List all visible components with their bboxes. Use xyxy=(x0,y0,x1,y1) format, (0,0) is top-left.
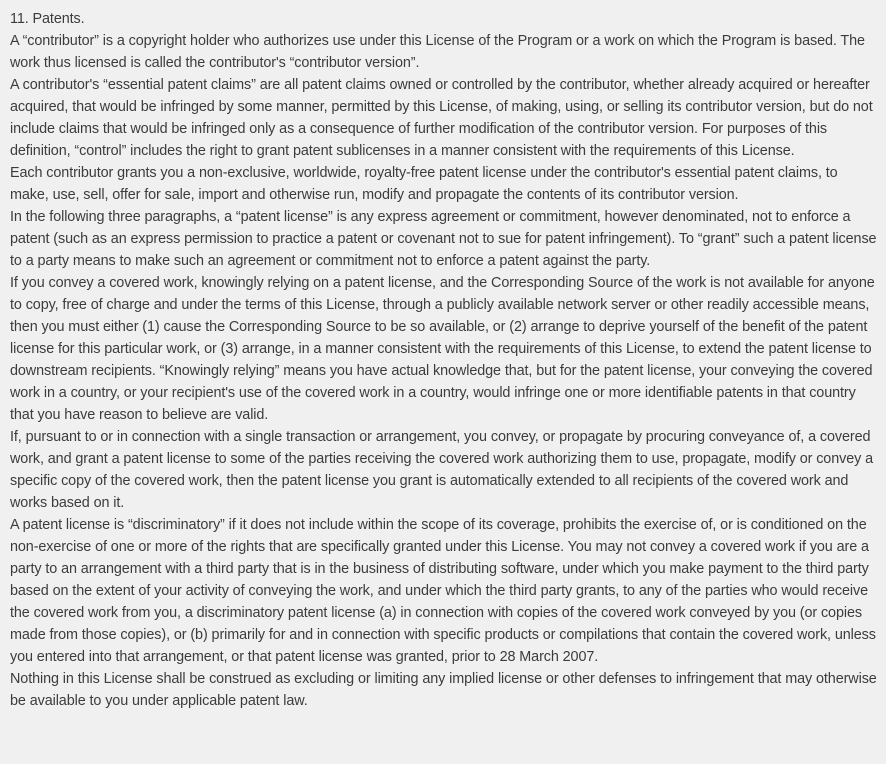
paragraph-patent-grant: Each contributor grants you a non-exclusive, worldwide, royalty-free patent license under the contributor's essential patent claims, to make, use, sell, offer for sale, import and otherwise run, modify and propagate the contents of its contributor version. xyxy=(10,165,838,203)
paragraph-knowingly-relying: If you convey a covered work, knowingly relying on a patent license, and the Corresponding Source of the work is not available for anyone to copy, free of charge and under the terms of this License, through a publicly available network server or other readily accessible means, then you must either (1) cause the Corresponding Source to be so available, or (2) arrange to deprive yourself of the benefit of the patent license for this particular work, or (3) arrange, in a manner consistent with the requirements of this License, to extend the patent license to downstream recipients. “Knowingly relying” means you have actual knowledge that, but for the patent license, your conveying the covered work in a country, or your recipient's use of the covered work in a country, would infringe one or more identifiable patents in that country that you have reason to believe are valid. xyxy=(10,275,875,423)
paragraph-discriminatory-license: A patent license is “discriminatory” if it does not include within the scope of its coverage, prohibits the exercise of, or is conditioned on the non-exercise of one or more of the rights that are specifically granted under this License. You may not convey a covered work if you are a party to an arrangement with a third party that is in the business of distributing software, under which you make payment to the third party based on the extent of your activity of conveying the work, and under which the third party grants, to any of the parties who would receive the covered work from you, a discriminatory patent license (a) in connection with copies of the covered work conveyed by you (or copies made from those copies), or (b) primarily for and in connection with specific products or compilations that contain the covered work, unless you entered into that arrangement, or that patent license was granted, prior to 28 March 2007. xyxy=(10,517,876,665)
section-heading: 11. Patents. xyxy=(10,11,85,27)
paragraph-contributor-definition: A “contributor” is a copyright holder who authorizes use under this License of the Program or a work on which the Program is based. The work thus licensed is called the contributor's “contributor version”. xyxy=(10,33,865,71)
paragraph-propagation-extension: If, pursuant to or in connection with a single transaction or arrangement, you convey, or propagate by procuring conveyance of, a covered work, and grant a patent license to some of the parties receiving the covered work authorizing them to use, propagate, modify or convey a specific copy of the covered work, then the patent license you grant is automatically extended to all recipients of the covered work and works based on it. xyxy=(10,429,874,511)
paragraph-patent-license-definition: In the following three paragraphs, a “patent license” is any express agreement or commitment, however denominated, not to enforce a patent (such as an express permission to practice a patent or covenant not to sue for patent infringement). To “grant” such a patent license to a party means to make such an agreement or commitment not to enforce a patent against the party. xyxy=(10,209,877,269)
paragraph-essential-patent-claims: A contributor's “essential patent claims” are all patent claims owned or controlled by the contributor, whether already acquired or hereafter acquired, that would be infringed by some manner, permitted by this License, of making, using, or selling its contributor version, but do not include claims that would be infringed only as a consequence of further modification of the contributor version. For purposes of this definition, “control” includes the right to grant patent sublicenses in a manner consistent with the requirements of this License. xyxy=(10,77,873,159)
paragraph-implied-license: Nothing in this License shall be construed as excluding or limiting any implied license or other defenses to infringement that may otherwise be available to you under applicable patent law. xyxy=(10,671,877,709)
